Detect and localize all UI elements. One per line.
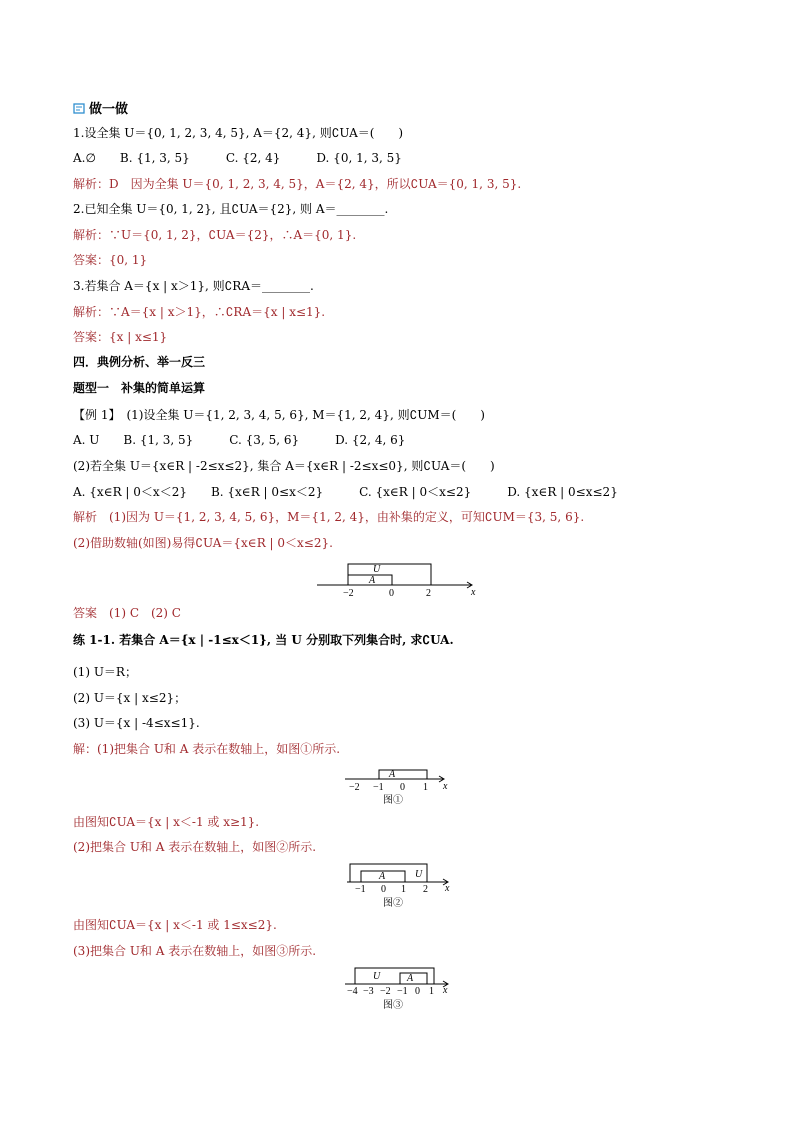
- tick-label: −4: [347, 986, 358, 997]
- solution-3: (3)把集合 U和 A 表示在数轴上，如图③所示.: [73, 944, 317, 958]
- tick-label: 0: [381, 884, 386, 895]
- number-line-figure-3: [343, 962, 455, 1014]
- type-1-title: 题型一 补集的简单运算: [73, 381, 206, 395]
- set-label-A: A: [369, 575, 376, 586]
- tick-label: −1: [397, 986, 408, 997]
- set-label-U: U: [415, 869, 423, 880]
- example-1: 【例 1】 (1)设全集 U＝{1, 2, 3, 4, 5, 6}, M＝{1, 2, 4}, 则∁UM＝( ): [73, 408, 485, 422]
- tick-label: −1: [373, 782, 384, 793]
- figure-caption: 图②: [383, 898, 403, 909]
- tick-label: 1: [423, 782, 428, 793]
- example-1-part-2-options: A. {x∈R | 0＜x＜2} B. {x∈R | 0≤x＜2} C. {x∈R | 0＜x≤2} D. {x∈R | 0≤x≤2}: [73, 485, 618, 499]
- question-1-analysis: 解析：D 因为全集 U＝{0, 1, 2, 3, 4, 5}，A＝{2, 4}，所以∁UA＝{0, 1, 3, 5}.: [73, 177, 522, 191]
- question-3: 3.若集合 A＝{x | x＞1}, 则∁RA＝________.: [73, 279, 314, 293]
- example-1-options: A. U B. {1, 3, 5} C. {3, 5, 6} D. {2, 4, 6}: [73, 433, 406, 447]
- set-label-U: U: [373, 564, 381, 575]
- practice-1-1-b: (2) U＝{x | x≤2}；: [73, 691, 187, 705]
- example-1-analysis: 解析 (1)因为 U＝{1, 2, 3, 4, 5, 6}，M＝{1, 2, 4}，由补集的定义，可知∁UM＝{3, 5, 6}.: [73, 510, 585, 524]
- example-1-answer: 答案 (1) C (2) C: [73, 606, 181, 620]
- tick-label: 1: [401, 884, 406, 895]
- heading-text: 做一做: [89, 102, 129, 117]
- example-1-analysis-2: (2)借助数轴(如图)易得∁UA＝{x∈R | 0＜x≤2}.: [73, 536, 333, 550]
- section-4-title: 四．典例分析、举一反三: [73, 355, 206, 369]
- set-label-A: A: [379, 871, 386, 882]
- figure-caption: 图③: [383, 1000, 403, 1011]
- question-2: 2.已知全集 U＝{0, 1, 2}, 且∁UA＝{2}, 则 A＝________.: [73, 202, 389, 216]
- set-label-A: A: [389, 769, 396, 780]
- number-line-figure-1: [343, 762, 453, 806]
- solution-2: (2)把集合 U和 A 表示在数轴上，如图②所示.: [73, 840, 317, 854]
- tick-label: 0: [415, 986, 420, 997]
- tick-label: −3: [363, 986, 374, 997]
- set-label-U: U: [373, 971, 381, 982]
- question-1-options: A.∅ B. {1, 3, 5} C. {2, 4} D. {0, 1, 3, 5}: [73, 151, 402, 165]
- tick-label: 2: [423, 884, 428, 895]
- tick-label: −1: [355, 884, 366, 895]
- section-heading: [73, 102, 128, 120]
- question-3-analysis: 解析：∵A＝{x | x＞1}，∴∁RA＝{x | x≤1}.: [73, 305, 326, 319]
- example-1-part-2: (2)若全集 U＝{x∈R | -2≤x≤2}, 集合 A＝{x∈R | -2≤x≤0}, 则∁UA＝( ): [73, 459, 495, 473]
- number-line-figure-2: [345, 860, 455, 912]
- tick-label: 2: [426, 588, 431, 598]
- tick-label: −2: [349, 782, 360, 793]
- axis-label: x: [443, 781, 448, 792]
- question-2-analysis: 解析：∵U＝{0, 1, 2}，∁UA＝{2}，∴A＝{0, 1}.: [73, 228, 357, 242]
- solution-2-result: 由图知∁UA＝{x | x＜-1 或 1≤x≤2}.: [73, 918, 277, 932]
- practice-1-1-c: (3) U＝{x | -4≤x≤1}.: [73, 716, 200, 730]
- solution-1-result: 由图知∁UA＝{x | x＜-1 或 x≥1}.: [73, 815, 260, 829]
- tick-label: −2: [343, 588, 354, 598]
- axis-label: x: [443, 985, 448, 996]
- tick-label: −2: [380, 986, 391, 997]
- number-line-figure: [315, 558, 480, 598]
- question-2-answer: 答案：{0, 1}: [73, 253, 148, 267]
- practice-1-1: 练 1-1. 若集合 A＝{x | -1≤x＜1}, 当 U 分别取下列集合时, 求∁UA.: [73, 633, 454, 647]
- figure-caption: 图①: [383, 795, 403, 806]
- tick-label: 0: [389, 588, 394, 598]
- axis-label: x: [471, 587, 476, 598]
- notepad-icon: [73, 102, 86, 120]
- set-label-A: A: [407, 973, 414, 984]
- question-3-answer: 答案：{x | x≤1}: [73, 330, 168, 344]
- axis-label: x: [445, 883, 450, 894]
- practice-1-1-a: (1) U＝R；: [73, 665, 137, 679]
- tick-label: 1: [429, 986, 434, 997]
- question-1: 1.设全集 U＝{0, 1, 2, 3, 4, 5}, A＝{2, 4}, 则∁UA＝( ): [73, 126, 404, 140]
- solution-1: 解：(1)把集合 U和 A 表示在数轴上，如图①所示.: [73, 742, 341, 756]
- tick-label: 0: [400, 782, 405, 793]
